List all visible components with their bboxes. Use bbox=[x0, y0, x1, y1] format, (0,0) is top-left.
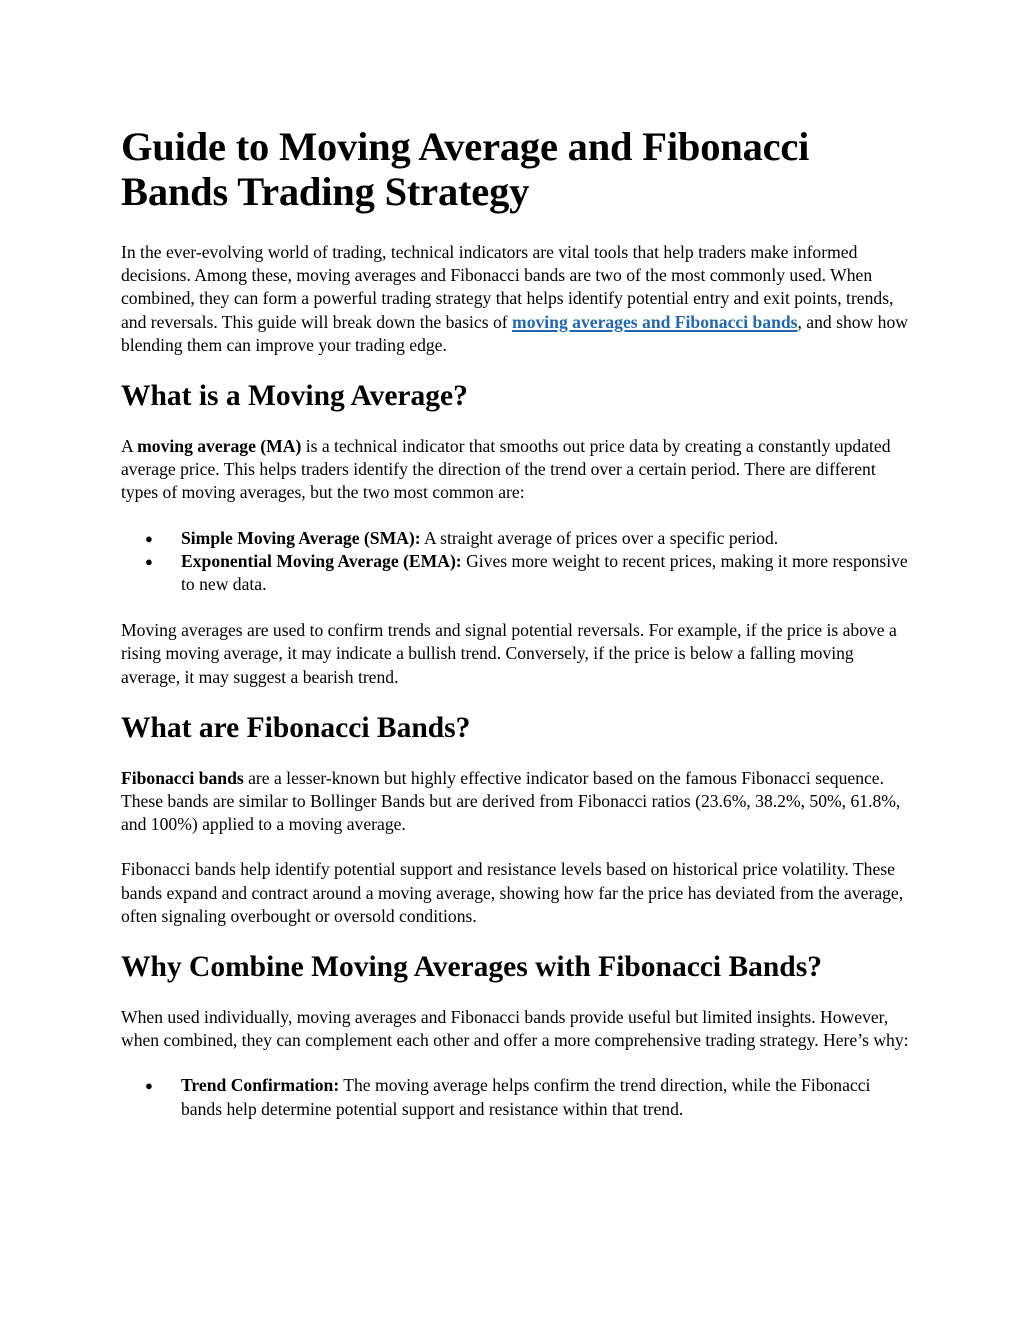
bullet-icon: ● bbox=[145, 553, 153, 569]
list-item-sma bbox=[121, 527, 911, 550]
ma-definition-paragraph bbox=[121, 435, 911, 505]
fib-definition-text: are a lesser-known but highly effective indicator based on the famous Fibonacci sequence. These bands are similar to Bollinger Bands but are derived from Fibonacci ratios (23.6%, 38.2%, 50%, 61.8%, and 100%) applied to a moving average. bbox=[121, 767, 901, 835]
ma-prefix: A bbox=[121, 436, 138, 457]
list-item-trend-confirmation bbox=[121, 1074, 911, 1120]
bullet-icon: ● bbox=[145, 1078, 153, 1094]
ma-term: moving average (MA) bbox=[137, 436, 302, 457]
fib-definition-paragraph bbox=[121, 767, 911, 837]
ema-text: Gives more weight to recent prices, making it more responsive to new data. bbox=[181, 550, 908, 595]
trend-confirmation-text: The moving average helps confirm the trend direction, while the Fibonacci bands help determine potential support and resistance within that trend. bbox=[181, 1075, 871, 1119]
section-heading-why-combine: Why Combine Moving Averages with Fibonacci Bands? bbox=[121, 951, 822, 984]
list-item-ema bbox=[121, 550, 911, 596]
document-page bbox=[121, 124, 911, 1144]
sma-term: Simple Moving Average (SMA): bbox=[181, 527, 421, 548]
page-title: Guide to Moving Average and Fibonacci Bands Trading Strategy bbox=[121, 124, 810, 214]
intro-text-end: , and show how blending them can improve your trading edge. bbox=[121, 311, 908, 355]
ma-usage-paragraph: Moving averages are used to confirm trends and signal potential reversals. For example, if the price is above a rising moving average, it may indicate a bullish trend. Conversely, if the price is below a falling moving average, it may suggest a bearish trend. bbox=[121, 620, 897, 687]
moving-averages-fibonacci-link[interactable]: moving averages and Fibonacci bands bbox=[512, 311, 798, 332]
section-heading-moving-average: What is a Moving Average? bbox=[121, 380, 468, 413]
intro-text: In the ever-evolving world of trading, technical indicators are vital tools that help traders make informed decisions. Among these, moving averages and Fibonacci bands are two of the most commonly used. When combined, they can form a powerful trading strategy that helps identify potential entry and exit points, trends, and reversals. This guide will break down the basics of bbox=[121, 242, 894, 332]
sma-text: A straight average of prices over a specific period. bbox=[420, 527, 779, 548]
ma-types-list bbox=[121, 527, 911, 597]
benefits-list bbox=[121, 1074, 911, 1120]
ma-definition-text: is a technical indicator that smooths out price data by creating a constantly updated average price. This helps traders identify the direction of the trend over a certain period. There are different types of moving averages, but the two most common are: bbox=[121, 436, 891, 503]
fib-term: Fibonacci bands bbox=[121, 767, 244, 788]
fib-usage-paragraph: Fibonacci bands help identify potential support and resistance levels based on historical price volatility. These bands expand and contract around a moving average, showing how far the price has deviated from the average, often signaling overbought or oversold conditions. bbox=[121, 859, 904, 926]
ema-term: Exponential Moving Average (EMA): bbox=[181, 550, 462, 571]
trend-confirmation-term: Trend Confirmation: bbox=[181, 1075, 340, 1096]
intro-paragraph bbox=[121, 241, 911, 357]
bullet-icon: ● bbox=[145, 530, 153, 546]
section-heading-fibonacci-bands: What are Fibonacci Bands? bbox=[121, 711, 471, 744]
why-combine-paragraph: When used individually, moving averages and Fibonacci bands provide useful but limited insights. However, when combined, they can complement each other and offer a more comprehensive trading strategy. Here’s why: bbox=[121, 1007, 909, 1051]
